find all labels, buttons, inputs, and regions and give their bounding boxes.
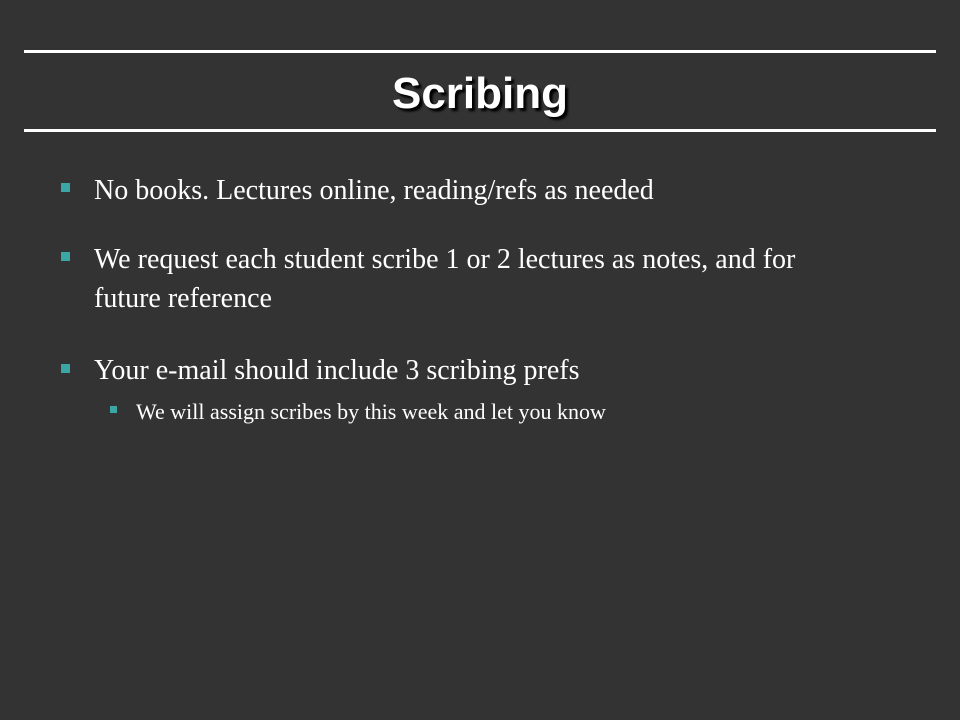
sub-bullet-square-icon bbox=[110, 406, 117, 413]
slide-title: Scribing bbox=[391, 69, 569, 118]
bullet-square-icon bbox=[61, 364, 70, 373]
title-rule-top bbox=[24, 50, 936, 53]
bullet-item: Your e-mail should include 3 scribing prefs bbox=[94, 355, 580, 386]
bullet-item: No books. Lectures online, reading/refs as needed bbox=[94, 175, 654, 206]
bullet-square-icon bbox=[61, 252, 70, 261]
sub-bullet-item: We will assign scribes by this week and let you know bbox=[136, 399, 606, 424]
bullet-square-icon bbox=[61, 183, 70, 192]
bullet-item: We request each student scribe 1 or 2 lectures as notes, and for future reference bbox=[94, 244, 796, 314]
title-rule-bottom bbox=[24, 129, 936, 132]
